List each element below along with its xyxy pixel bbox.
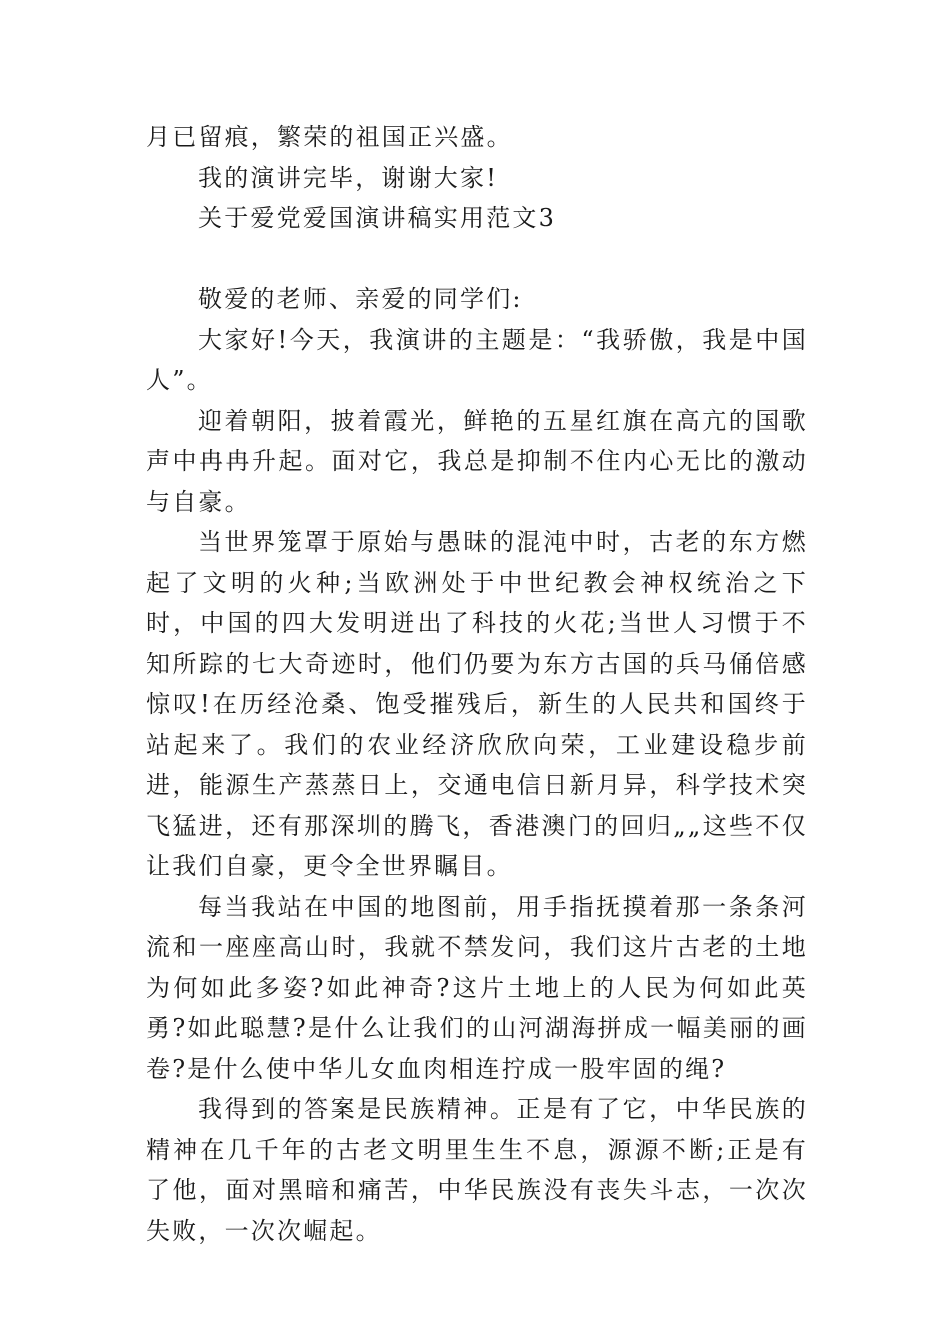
paragraph-spirit: 我得到的答案是民族精神。正是有了它，中华民族的精神在几千年的古老文明里生生不息，源源不断;正是有了他，面对黑暗和痛苦，中华民族没有丧失斗志，一次次失败，一次次崛起。: [146, 1095, 808, 1245]
blank-line: [146, 239, 808, 280]
document-body: [146, 117, 808, 1251]
paragraph-greeting: 大家好!今天，我演讲的主题是：“我骄傲，我是中国人”。: [146, 325, 808, 394]
paragraph-map: 每当我站在中国的地图前，用手指抚摸着那一条条河流和一座座高山时，我就不禁发问，我们这片古老的土地为何如此多姿?如此神奇?这片土地上的人民为何如此英勇?如此聪慧?是什么让我们的山河湖海拼成一幅美丽的画卷?是什么使中华儿女血肉相连拧成一股牢固的绳?: [146, 892, 808, 1083]
paragraph-closing: 我的演讲完毕，谢谢大家!: [198, 163, 499, 192]
section-heading: 关于爱党爱国演讲稿实用范文3: [198, 204, 557, 232]
paragraph-flag: 迎着朝阳，披着霞光，鲜艳的五星红旗在高亢的国歌声中冉冉升起。面对它，我总是抑制不住内心无比的激动与自豪。: [146, 406, 808, 516]
salutation: 敬爱的老师、亲爱的同学们:: [198, 285, 523, 313]
paragraph-continuation: 月已留痕，繁荣的祖国正兴盛。: [146, 123, 513, 151]
paragraph-history: 当世界笼罩于原始与愚昧的混沌中时，古老的东方燃起了文明的火种;当欧洲处于中世纪教会神权统治之下时，中国的四大发明迸出了科技的火花;当世人习惯于不知所踪的七大奇迹时，他们仍要为东方古国的兵马俑倍感惊叹!在历经沧桑、饱受摧残后，新生的人民共和国终于站起来了。我们的农业经济欣欣向荣，工业建设稳步前进，能源生产蒸蒸日上，交通电信日新月异，科学技术突飞猛进，还有那深圳的腾飞，香港澳门的回归„„这些不仅让我们自豪，更令全世界瞩目。: [146, 528, 808, 880]
